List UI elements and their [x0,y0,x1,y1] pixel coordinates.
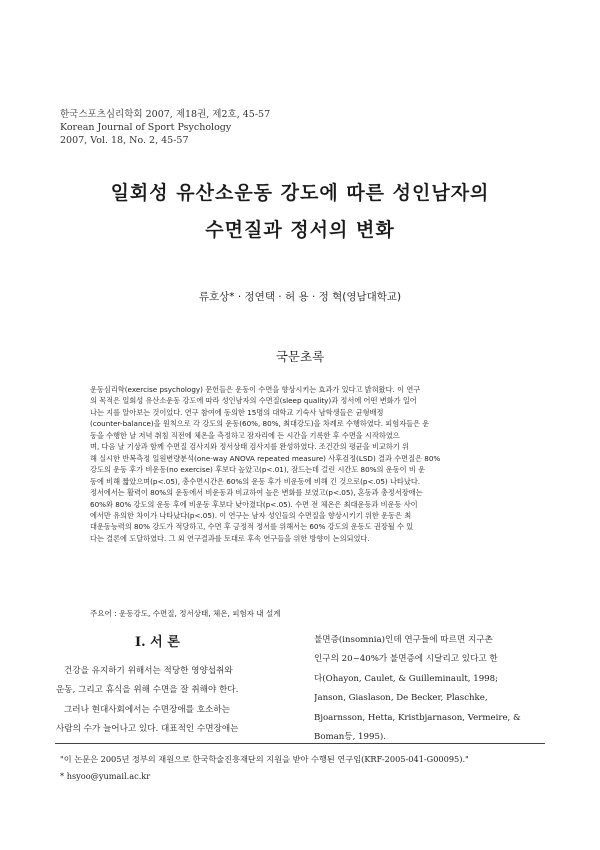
contact-email-footnote: * hsyoo@yumail.ac.kr [60,771,151,781]
body-column-right [314,631,546,747]
abstract-line: 나는 지를 알아보는 것이었다. 연구 참여에 동의한 15명의 대학교 기숙사 남학생들은 균형배정 [90,407,384,417]
abstract-line: (counter-balance)을 원칙으로 각 강도의 운동(60%, 80%, 최대강도)을 차례로 수행하였다. 피험자들은 운 [90,419,430,429]
body-line: Janson, Giaslason, De Becker, Plaschke, [314,693,488,704]
journal-info [60,108,270,147]
body-line: 건강을 유지하기 위해서는 적당한 영양섭취와 [64,666,233,676]
journal-english-citation: 2007, Vol. 18, No. 2, 45-57 [60,135,189,146]
abstract-line: 동을 수행한 날 저녁 취침 직전에 체온을 측정하고 잠자리에 든 시간을 기록한 후 수면을 시작하였으 [90,430,400,440]
abstract-heading: 국문초록 [275,349,325,364]
paper-title-line-1: 일회성 유산소운동 강도에 따른 성인남자의 [110,182,490,204]
abstract-line: 해 실시한 반복측정 일원변량분석(one-way ANOVA repeated measure) 사후검정(LSD) 결과 수면질은 80% [90,453,441,463]
abstract-line: 동에 비해 짧았으며(p<.05), 총수면시간은 60%의 운동 후가 비운동에 비해 긴 것으로(p<.05) 나타났다. [90,476,421,486]
body-column-left [56,662,294,740]
body-line: 인구의 20~40%가 불면증에 시달리고 있다고 한 [314,654,498,665]
abstract-line: 60%와 80% 강도의 운동 후에 비운동 후보다 낮아졌다(p<.05). 수면 전 체온은 최대운동과 비운동 사이 [90,499,418,509]
body-line: 그러나 현대사회에서는 수면장애를 호소하는 [64,704,230,715]
abstract-line: 의 목적은 일회성 유산소운동 강도에 따라 성인남자의 수면질(sleep quality)과 정서에 어떤 변화가 일어 [90,396,417,406]
footnote-divider [55,743,545,744]
body-line: Boman등, 1995). [314,732,387,743]
abstract-line: 에서만 유의한 차이가 나타났다(p<.05). 이 연구는 남자 성인들의 수면질을 향상시키기 위한 운동은 최 [90,510,412,520]
author-list: 류호상* · 정연택 · 허 용 · 정 혁(영남대학교) [198,291,402,303]
abstract-line: 다는 결론에 도달하였다. 그 외 연구결과를 토대로 후속 연구들을 위한 방향이 논의되었다. [90,533,370,543]
abstract-line: 정서에서는 활력이 80%의 운동에서 비운동과 비교하여 높은 변화를 보였고(p<.05), 혼동과 총정서장애는 [90,488,423,498]
body-line: 사람의 수가 늘어나고 있다. 대표적인 수면장애는 [56,724,239,735]
body-line: Bjoarnsson, Hetta, Kristbjarnason, Vermeire, & [314,712,521,723]
funding-footnote: "이 논문은 2005년 정부의 재원으로 한국학술진흥재단의 지원을 받아 수행된 연구임(KRF-2005-041-G00095)." [60,754,469,764]
abstract-body [90,384,510,544]
section-title-introduction: I. 서 론 [135,635,180,650]
body-line: 운동, 그리고 휴식을 위해 수면을 잘 취해야 한다. [56,685,239,696]
keywords: 주요어 : 운동강도, 수면질, 정서상태, 체온, 피험자 내 설계 [90,609,281,618]
body-line: 불면증(insomnia)인데 연구들에 따르면 지구촌 [314,635,493,645]
abstract-line: 며, 다음 날 기상과 함께 수면질 검사지와 정서상태 검사지를 완성하였다. 조건간의 평균을 비교하기 위 [90,442,409,452]
abstract-line: 대운동능력의 80% 강도가 적당하고, 수면 후 긍정적 정서를 위해서는 60% 강도의 운동도 권장될 수 있 [90,522,414,532]
abstract-line: 강도의 운동 후가 비운동(no exercise) 후보다 높았고(p<.01), 잠드는데 걸린 시간도 80%의 운동이 비 운 [90,465,426,475]
paper-title-line-2: 수면질과 정서의 변화 [205,219,395,241]
body-line: 다(Ohayon, Caulet, & Guilleminault, 1998; [314,673,499,684]
abstract-line: 운동심리학(exercise psychology) 문헌들은 운동이 수면을 향상시키는 효과가 있다고 밝혀왔다. 이 연구 [90,385,421,394]
journal-english-name: Korean Journal of Sport Psychology [60,122,232,133]
journal-korean-citation: 한국스포츠심리학회 2007, 제18권, 제2호, 45-57 [60,109,271,120]
